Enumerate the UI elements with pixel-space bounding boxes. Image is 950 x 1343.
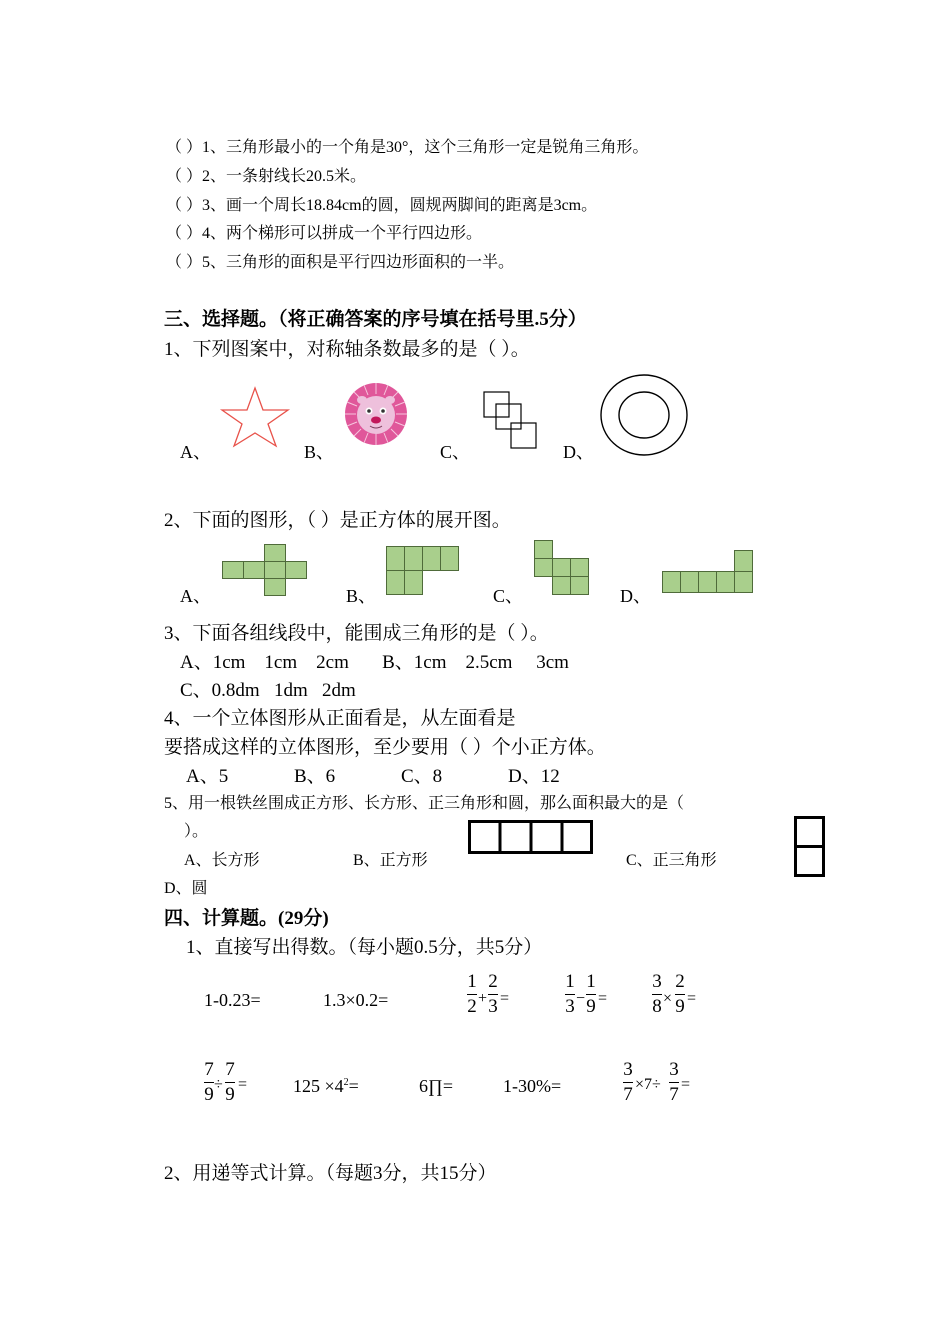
answer-paren[interactable]: （ ） [166, 225, 203, 242]
truefalse-item: （ ）4、两个梯形可以拼成一个平行四边形。 [166, 225, 483, 242]
fraction: 1 2 [467, 971, 477, 1017]
q4-text-line2: 要搭成这样的立体图形，至少要用（ ）个小正方体。 [164, 737, 606, 758]
truefalse-item: （ ）5、三角形的面积是平行四边形面积的一半。 [166, 254, 515, 271]
q2-option-c[interactable]: C、 [493, 586, 524, 606]
calc-item: 1-30%= [503, 1076, 562, 1096]
section3-title: 三、选择题。（将正确答案的序号填在括号里.5分） [164, 309, 587, 330]
cube-net-a [222, 544, 308, 596]
cube-net-c [534, 540, 590, 596]
front-view-figure [468, 820, 594, 856]
q3-options-line1[interactable]: A、1cm 1cm 2cm B、1cm 2.5cm 3cm [180, 652, 569, 673]
q5-option-a[interactable]: A、长方形 [184, 852, 260, 869]
cube-net-b [386, 546, 462, 596]
fraction: 1 3 [565, 971, 575, 1017]
q2-text: 2、下面的图形，（ ）是正方体的展开图。 [164, 510, 511, 531]
calc-item: $125 \times 4^2=$ [293, 1076, 359, 1096]
q4-option-a[interactable]: A、5 [186, 766, 229, 787]
q2-option-a[interactable]: A、 [180, 586, 211, 606]
answer-paren[interactable]: （ ） [166, 254, 203, 271]
fraction: 7 9 [225, 1059, 235, 1105]
calc-item: 1-0.23= [204, 990, 261, 1010]
cube-net-d [660, 550, 756, 596]
fraction: 2 3 [488, 971, 498, 1017]
q1-option-d[interactable]: D、 [563, 442, 594, 462]
calc-item: 1.3×0.2= [323, 990, 389, 1010]
q1-text: 1、下列图案中，对称轴条数最多的是（ ）。 [164, 339, 530, 360]
answer-paren[interactable]: （ ） [166, 139, 203, 156]
fraction: 2 9 [675, 971, 685, 1017]
q1-option-c[interactable]: C、 [440, 442, 471, 462]
calc-item: 6∏= [419, 1076, 453, 1096]
lion-icon [344, 382, 408, 446]
calc-q2-text: 2、用递等式计算。（每题3分，共15分） [164, 1163, 497, 1184]
overlapping-squares [483, 390, 541, 452]
truefalse-item: （ ）2、一条射线长20.5米。 [166, 168, 367, 185]
q2-option-d[interactable]: D、 [620, 586, 651, 606]
truefalse-item: （ ）1、三角形最小的一个角是30°，这个三角形一定是锐角三角形。 [166, 139, 649, 156]
q5-text-line2: ）。 [184, 823, 209, 840]
fraction: 3 7 [623, 1059, 633, 1105]
q5-option-c[interactable]: C、正三角形 [626, 852, 717, 869]
section4-title: 四、计算题。(29分) [164, 908, 329, 929]
fraction: 3 8 [652, 971, 662, 1017]
answer-paren[interactable]: （ ） [166, 168, 203, 185]
q5-option-d[interactable]: D、圆 [164, 880, 208, 897]
calc-q1-text: 1、直接写出得数。（每小题0.5分，共5分） [186, 937, 543, 958]
concentric-circles [600, 374, 690, 456]
q4-text-line1: 4、一个立体图形从正面看是，从左面看是 [164, 708, 516, 729]
fraction: 7 9 [204, 1059, 214, 1105]
q2-option-b[interactable]: B、 [346, 586, 377, 606]
q5-text-line1: 5、用一根铁丝围成正方形、长方形、正三角形和圆，那么面积最大的是（ [164, 795, 685, 812]
q4-option-d[interactable]: D、12 [508, 766, 560, 787]
answer-paren[interactable]: （ ） [166, 197, 203, 214]
q1-option-b[interactable]: B、 [304, 442, 335, 462]
q4-option-c[interactable]: C、8 [401, 766, 443, 787]
q3-text: 3、下面各组线段中，能围成三角形的是（ ）。 [164, 623, 549, 644]
q5-option-b[interactable]: B、正方形 [353, 852, 428, 869]
q4-option-b[interactable]: B、6 [294, 766, 336, 787]
left-view-figure [794, 816, 826, 878]
fraction: 3 7 [669, 1059, 679, 1105]
q1-option-a[interactable]: A、 [180, 442, 211, 462]
star-shape [218, 386, 292, 448]
q3-options-line2[interactable]: C、0.8dm 1dm 2dm [180, 680, 356, 701]
fraction: 1 9 [586, 971, 596, 1017]
truefalse-item: （ ）3、画一个周长18.84cm的圆，圆规两脚间的距离是3cm。 [166, 197, 598, 214]
